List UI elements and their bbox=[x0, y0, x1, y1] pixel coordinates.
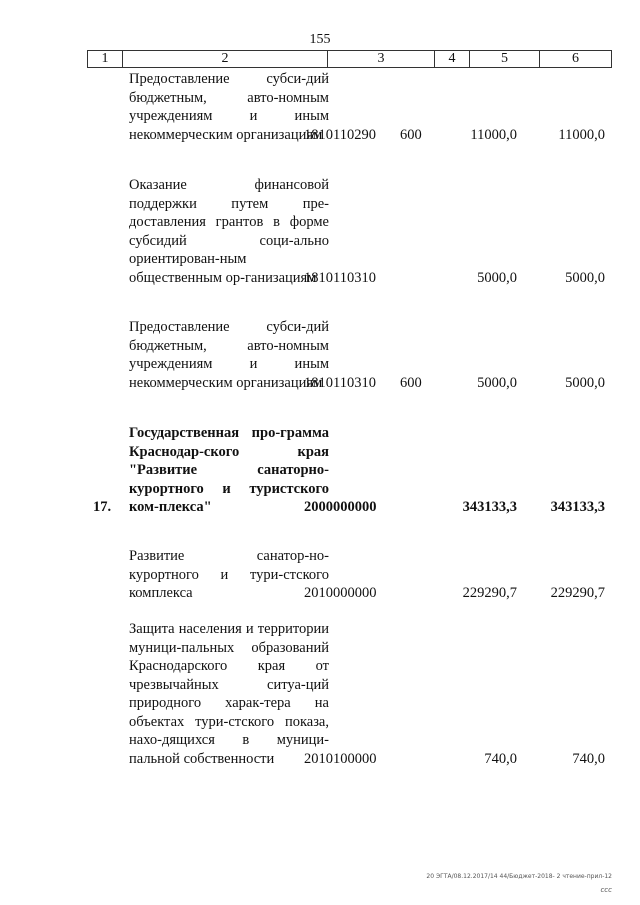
row-amount-2019: 343133,3 bbox=[462, 499, 517, 515]
table-row bbox=[87, 318, 612, 392]
row-expense-type: 600 bbox=[400, 374, 422, 391]
row-code: 2010100000 bbox=[304, 750, 377, 767]
header-col-2: 2 bbox=[123, 51, 328, 67]
row-amount-2019: 5000,0 bbox=[477, 374, 517, 391]
table-row bbox=[87, 70, 612, 144]
page-number: 155 bbox=[309, 32, 331, 47]
header-col-1: 1 bbox=[88, 51, 123, 67]
row-amount-2019: 11000,0 bbox=[470, 126, 517, 143]
row-amount-2020: 740,0 bbox=[572, 750, 605, 767]
row-description: Государственная про-грамма Краснодар-ского края "Развитие санаторно-курортного и туристского ком-плекса" bbox=[129, 425, 329, 515]
row-description: Оказание финансовой поддержки путем пре-доставления грантов в форме субсидий соци-ально ориентирован-ным общественным ор-ганизациям bbox=[129, 177, 329, 286]
row-amount-2020: 229290,7 bbox=[550, 585, 605, 601]
header-col-3: 3 bbox=[328, 51, 435, 67]
row-amount-2020: 343133,3 bbox=[550, 499, 605, 515]
row-code: 2010000000 bbox=[304, 585, 377, 601]
row-amount-2020: 5000,0 bbox=[565, 374, 605, 391]
row-code: 1810110290 bbox=[304, 126, 376, 143]
row-amount-2020: 5000,0 bbox=[565, 269, 605, 286]
row-number: 17. bbox=[93, 499, 112, 515]
row-description: Защита населения и территории муници-пальных образований Краснодарского края от чрезвычайных ситуа-ций природного харак-тера на объектах тури-стского показа, нахо-дящихся в муници-пальной собственности bbox=[129, 621, 329, 767]
row-expense-type: 600 bbox=[400, 126, 422, 143]
row-description: Предоставление субси-дий бюджетным, авто-номным учреждениям и иным некоммерческим организациям bbox=[129, 71, 329, 143]
row-description: Предоставление субси-дий бюджетным, авто-номным учреждениям и иным некоммерческим организациям bbox=[129, 319, 329, 391]
header-col-6: 6 bbox=[572, 51, 579, 66]
row-code: 1810110310 bbox=[304, 374, 376, 391]
table-row-program bbox=[87, 424, 612, 517]
row-amount-2020: 11000,0 bbox=[558, 126, 605, 143]
footer-mark: ccc bbox=[600, 886, 612, 894]
table-row bbox=[87, 547, 612, 603]
footer-document-code: 20 ЭГТА/08.12.2017/14 44/Бюджет-2018- 2 чтение-прил-12 bbox=[426, 873, 612, 880]
row-code: 1810110310 bbox=[304, 269, 376, 286]
header-col-5: 5 bbox=[470, 51, 540, 67]
row-description: Развитие санатор-но-курортного и тури-стского комплекса bbox=[129, 548, 329, 601]
header-col-4: 4 bbox=[435, 51, 470, 67]
row-amount-2019: 740,0 bbox=[484, 750, 517, 767]
row-amount-2019: 229290,7 bbox=[462, 585, 517, 601]
table-row bbox=[87, 176, 612, 287]
row-code: 2000000000 bbox=[304, 499, 377, 515]
table-row bbox=[87, 620, 612, 768]
table-header-row bbox=[87, 50, 612, 68]
row-amount-2019: 5000,0 bbox=[477, 269, 517, 286]
